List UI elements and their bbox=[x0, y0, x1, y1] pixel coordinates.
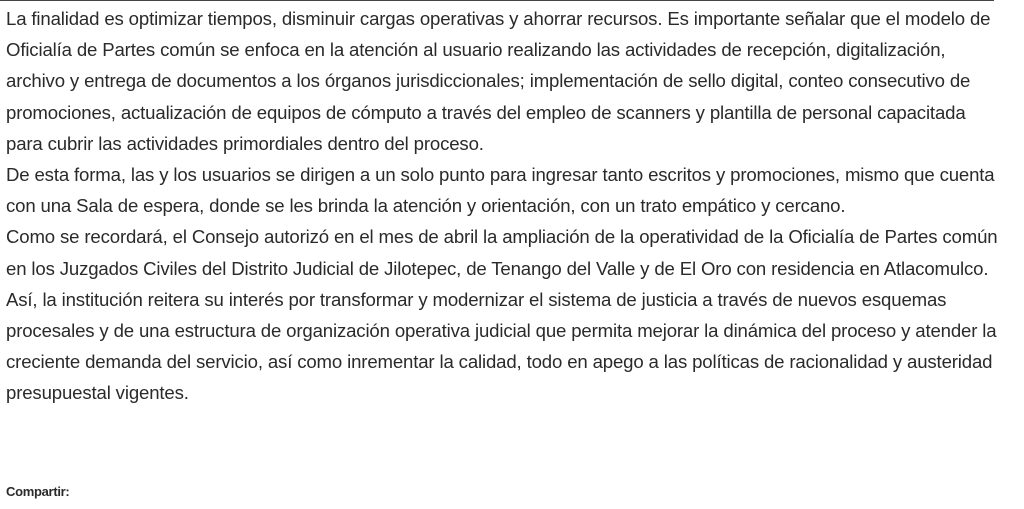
top-divider bbox=[0, 0, 994, 1]
article-paragraph-1: La finalidad es optimizar tiempos, disminuir cargas operativas y ahorrar recursos. Es importante señalar que el modelo de Oficialía de Partes común se enfoca en la atención al usuario realizando las actividades de recepción, digitalización, archivo y entrega de documentos a los órganos jurisdiccionales; implementación de sello digital, conteo consecutivo de promociones, actualización de equipos de cómputo a través del empleo de scanners y plantilla de personal capacitada para cubrir las actividades primordiales dentro del proceso. bbox=[6, 8, 991, 154]
article-paragraph-2: De esta forma, las y los usuarios se dirigen a un solo punto para ingresar tanto escritos y promociones, mismo que cuenta con una Sala de espera, donde se les brinda la atención y orientación, con un trato empático y cercano. bbox=[6, 164, 995, 217]
article-paragraph-4: Así, la institución reitera su interés por transformar y modernizar el sistema de justicia a través de nuevos esquemas procesales y de una estructura de organización operativa judicial que permita mejorar la dinámica del proceso y atender la creciente demanda del servicio, así como inrementar la calidad, todo en apego a las políticas de racionalidad y austeridad presupuestal vigentes. bbox=[6, 288, 997, 404]
share-label: Compartir: bbox=[6, 484, 70, 499]
article-body bbox=[6, 3, 998, 409]
article-paragraph-3: Como se recordará, el Consejo autorizó en el mes de abril la ampliación de la operatividad de la Oficialía de Partes común en los Juzgados Civiles del Distrito Judicial de Jilotepec, de Tenango del Valle y de El Oro con residencia en Atlacomulco. bbox=[6, 226, 998, 279]
